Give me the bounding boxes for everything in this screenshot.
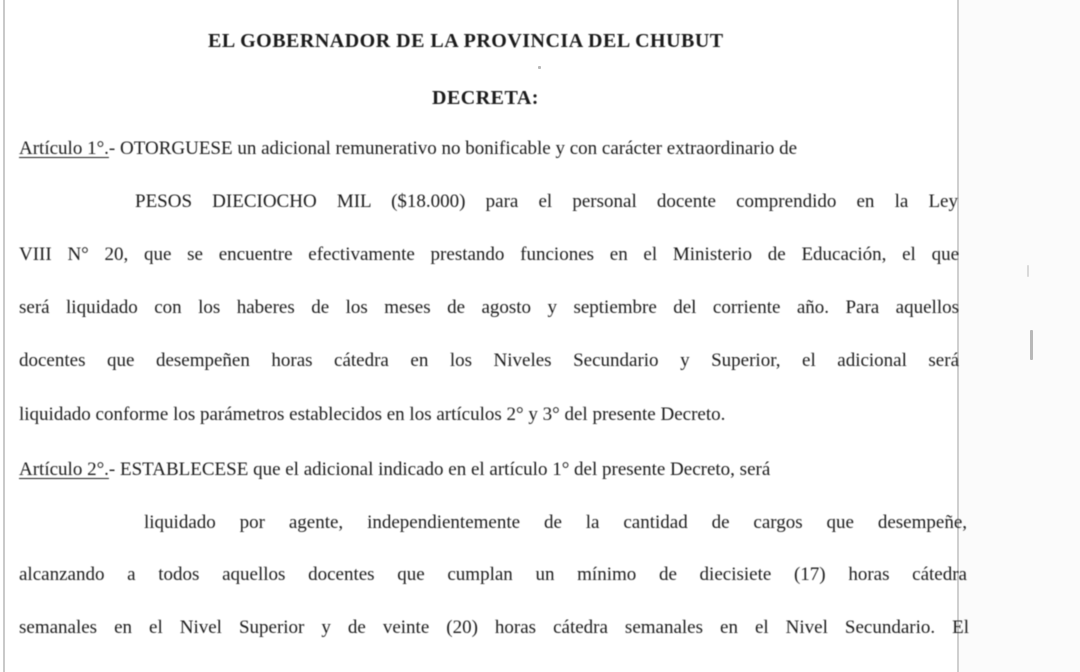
article-1-line-1 [19,137,797,161]
article-1-line-4: será liquidado con los haberes de los meses de agosto y septiembre del corriente año. Para aquellos [19,297,959,318]
article-2-line-2: liquidado por agente, independientemente de la cantidad de cargos que desempeñe, [144,512,967,533]
article-1-text: - OTORGUESE un adicional remunerativo no bonificable y con carácter extraordinario de [108,138,798,159]
article-1-line-3: VIII N° 20, que se encuentre efectivamente prestando funciones en el Ministerio de Educación, el que [19,244,959,265]
article-1-line-6: liquidado conforme los parámetros establecidos en los artículos 2° y 3° del presente Decreto. [19,404,726,425]
scan-speck [1027,265,1029,277]
scan-speck [538,66,541,69]
article-2-line-4: semanales en el Nivel Superior y de veinte (20) horas cátedra semanales en el Nivel Secundario. El [19,617,969,638]
scan-speck [1030,330,1033,360]
document-subtitle: DECRETA: [432,87,539,109]
article-2-line-3: alcanzando a todos aquellos docentes que cumplan un mínimo de diecisiete (17) horas cátedra [19,564,967,585]
article-2-line-1 [19,458,770,482]
scan-margin [959,0,1080,672]
document-title: EL GOBERNADOR DE LA PROVINCIA DEL CHUBUT [208,30,724,52]
article-1-line-2: PESOS DIECIOCHO MIL ($18.000) para el personal docente comprendido en la Ley [135,191,958,212]
article-2-label: Artículo 2°. [19,459,109,480]
article-1-label: Artículo 1°. [19,138,109,159]
page-edge-left [3,0,5,672]
article-1-line-5: docentes que desempeñen horas cátedra en los Niveles Secundario y Superior, el adicional será [19,350,959,371]
article-2-text: - ESTABLECESE que el adicional indicado en el artículo 1° del presente Decreto, será [108,459,771,480]
